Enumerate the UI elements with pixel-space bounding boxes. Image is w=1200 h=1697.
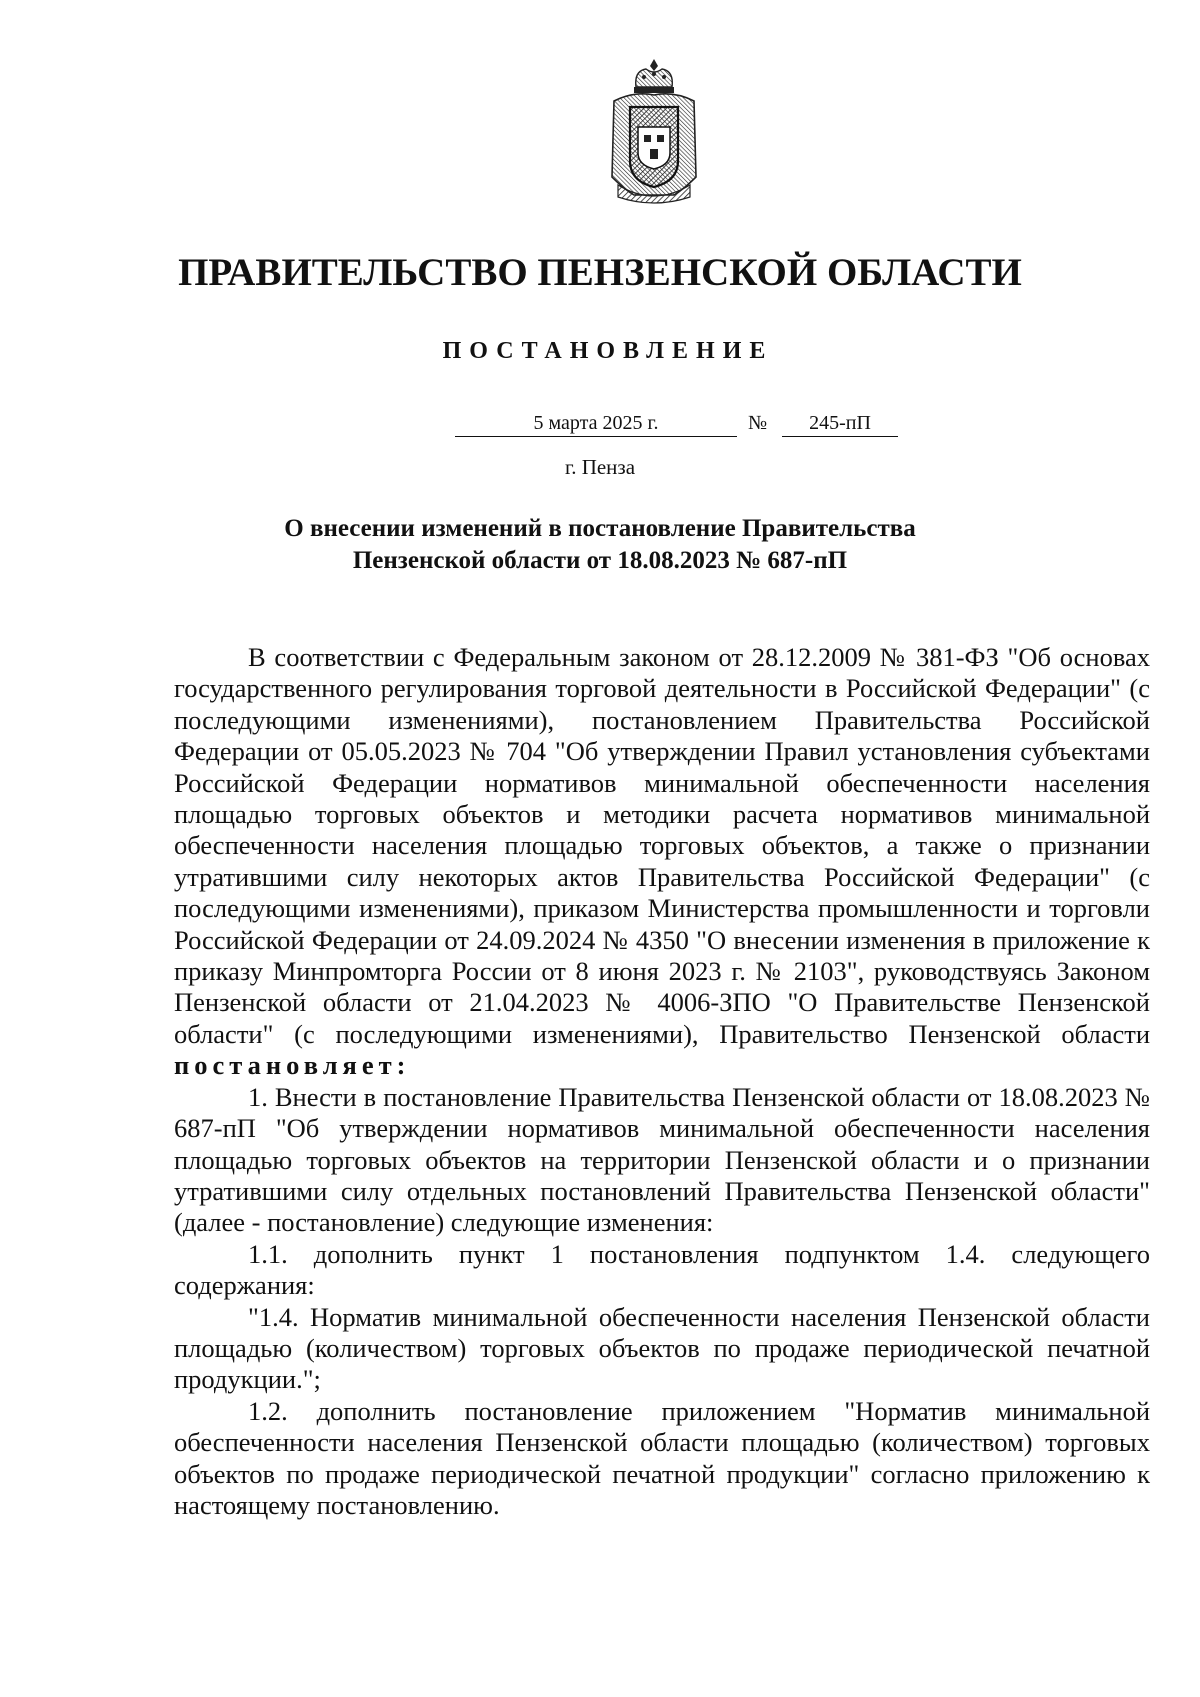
preamble-paragraph	[174, 642, 1150, 1082]
number-sign: №	[748, 412, 768, 434]
decree-subject	[0, 513, 1200, 577]
resolves-word: постановляет:	[174, 1050, 411, 1081]
coat-of-arms-icon	[604, 57, 704, 207]
decree-number: 245-пП	[782, 412, 898, 437]
subject-line-1: О внесении изменений в постановление Правительства	[284, 515, 916, 542]
paragraph-1-2: 1.2. дополнить постановление приложением "Норматив минимальной обеспеченности населения Пензенской области площадью (количеством) торговых объектов по продаже периодической печатной продукции" согласно приложению к настоящему постановлению.	[174, 1395, 1150, 1520]
document-type: ПОСТАНОВЛЕНИЕ	[442, 338, 774, 364]
preamble-text: В соответствии с Федеральным законом от 28.12.2009 № 381-ФЗ "Об основах государственного регулирования торговой деятельности в Российской Федерации" (с последующими изменениями), постановлением Правительства Российской Федерации от 05.05.2023 № 704 "Об утверждении Правил установления субъектами Российской Федерации нормативов минимальной обеспеченности населения площадью торговых объектов и методики расчета нормативов минимальной обеспеченности населения площадью торговых объектов, а также о признании утратившими силу некоторых актов Правительства Российской Федерации" (с последующими изменениями), приказом Министерства промышленности и торговли Российской Федерации от 24.09.2024 № 4350 "О внесении изменения в приложение к приказу Минпромторга России от 8 июня 2023 г. № 2103", руководствуясь Законом Пензенской области от 21.04.2023 № 4006-ЗПО "О Правительстве Пензенской области" (с последующими изменениями), Правительство Пензенской области	[174, 642, 1150, 1049]
paragraph-1-1-quote: "1.4. Норматив минимальной обеспеченности населения Пензенской области площадью (количеством) торговых объектов по продаже периодической печатной продукции.";	[174, 1301, 1150, 1395]
paragraph-1: 1. Внести в постановление Правительства Пензенской области от 18.08.2023 № 687-пП "Об утверждении нормативов минимальной обеспеченности населения площадью торговых объектов на территории Пензенской области и о признании утратившими силу отдельных постановлений Правительства Пензенской области" (далее - постановление) следующие изменения:	[174, 1081, 1150, 1238]
city: г. Пенза	[564, 455, 636, 479]
paragraph-1-1: 1.1. дополнить пункт 1 постановления подпунктом 1.4. следующего содержания:	[174, 1238, 1150, 1301]
decree-body	[174, 642, 1150, 1521]
decree-date: 5 марта 2025 г.	[455, 412, 737, 437]
government-name: ПРАВИТЕЛЬСТВО ПЕНЗЕНСКОЙ ОБЛАСТИ	[178, 251, 1022, 294]
subject-line-2: Пензенской области от 18.08.2023 № 687-пП	[352, 547, 848, 574]
